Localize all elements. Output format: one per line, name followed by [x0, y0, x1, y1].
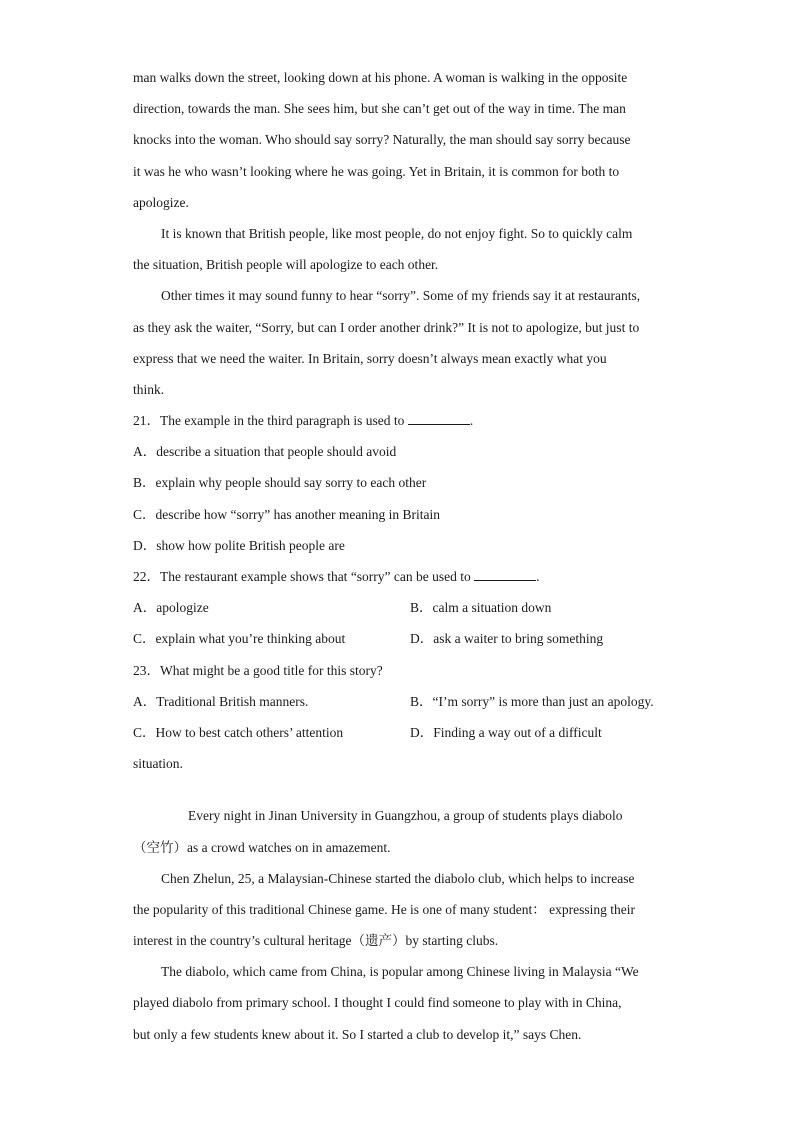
text-line: interest in the country’s cultural heritage（遗产）by starting clubs. [133, 933, 499, 949]
option-text: ask a waiter to bring something [433, 631, 604, 647]
option-letter: D． [133, 537, 157, 553]
text-line: think. [133, 381, 165, 397]
option-letter: C． [133, 631, 156, 647]
option-letter: A． [133, 600, 157, 616]
answer-blank [474, 566, 536, 581]
option-a[interactable] [133, 600, 209, 615]
option-text: How to best catch others’ attention [155, 724, 344, 740]
option-letter: B． [133, 475, 156, 491]
option-letter: D． [410, 631, 434, 647]
option-b[interactable] [410, 592, 551, 623]
document-page [133, 62, 673, 1050]
section-gap [133, 779, 673, 800]
option-letter: B． [410, 693, 433, 709]
question-stem [133, 655, 673, 686]
option-d[interactable] [410, 623, 603, 654]
option-d[interactable] [410, 717, 602, 748]
text-line: Chen Zhelun, 25, a Malaysian-Chinese started the diabolo club, which helps to increase [161, 870, 635, 886]
question-number: 21． [133, 413, 160, 429]
option-row [133, 686, 673, 717]
option-continuation: situation. [133, 756, 183, 772]
option-letter: A． [133, 444, 157, 460]
option-text: show how polite British people are [156, 537, 345, 553]
option-b[interactable] [133, 467, 673, 498]
text-line: direction, towards the man. She sees him, but she can’t get out of the way in time. The man [133, 101, 626, 117]
option-letter: C． [133, 724, 156, 740]
option-letter: A． [133, 693, 157, 709]
question-stem [133, 561, 673, 592]
text-line: apologize. [133, 194, 189, 210]
stem-end: . [469, 413, 474, 429]
question-22 [133, 561, 673, 655]
text-line: the popularity of this traditional Chinese game. He is one of many student： expressing their [133, 901, 636, 917]
option-row [133, 717, 673, 748]
option-text: describe how “sorry” has another meaning in Britain [155, 506, 441, 522]
option-text: Traditional British manners. [156, 693, 309, 709]
question-number: 22． [133, 569, 160, 584]
option-row [133, 623, 673, 654]
text-line: Every night in Jinan University in Guangzhou, a group of students plays diabolo [188, 808, 623, 824]
text-line: as they ask the waiter, “Sorry, but can I order another drink?” It is not to apologize, but just to [133, 319, 640, 335]
question-21 [133, 405, 673, 561]
text-line: It is known that British people, like most people, do not enjoy fight. So to quickly calm [161, 225, 633, 241]
passage-two [133, 800, 673, 1050]
option-text: explain why people should say sorry to each other [155, 475, 427, 491]
passage-one [133, 62, 673, 405]
option-row [133, 592, 673, 623]
question-text: The restaurant example shows that “sorry” can be used to [160, 569, 471, 584]
option-c[interactable] [133, 725, 343, 740]
option-letter: C． [133, 506, 156, 522]
option-text: Finding a way out of a difficult [433, 724, 602, 740]
option-b[interactable] [410, 686, 654, 717]
text-line: （空竹）as a crowd watches on in amazement. [133, 839, 391, 855]
question-text: The example in the third paragraph is used to [160, 413, 405, 429]
option-text: “I’m sorry” is more than just an apology. [432, 693, 654, 709]
option-c[interactable] [133, 631, 345, 646]
option-text: describe a situation that people should avoid [156, 444, 397, 460]
question-number: 23． [133, 662, 160, 678]
option-c[interactable] [133, 499, 673, 530]
text-line: The diabolo, which came from China, is popular among Chinese living in Malaysia “We [161, 964, 639, 980]
option-letter: B． [410, 600, 433, 616]
question-23 [133, 655, 673, 780]
option-a[interactable] [133, 694, 308, 709]
option-text: apologize [156, 600, 209, 616]
answer-blank [408, 410, 470, 425]
text-line: it was he who wasn’t looking where he was going. Yet in Britain, it is common for both to [133, 163, 620, 179]
text-line: knocks into the woman. Who should say sorry? Naturally, the man should say sorry because [133, 132, 631, 148]
text-line: express that we need the waiter. In Britain, sorry doesn’t always mean exactly what you [133, 350, 607, 366]
text-line: played diabolo from primary school. I thought I could find someone to play with in China, [133, 995, 622, 1011]
question-text: What might be a good title for this story? [160, 662, 383, 678]
text-line: man walks down the street, looking down at his phone. A woman is walking in the opposite [133, 70, 628, 85]
option-letter: D． [410, 724, 434, 740]
option-a[interactable] [133, 436, 673, 467]
question-stem [133, 405, 673, 436]
option-text: explain what you’re thinking about [155, 631, 346, 647]
text-line: but only a few students knew about it. So I started a club to develop it,” says Chen. [133, 1026, 582, 1042]
option-text: calm a situation down [432, 600, 552, 616]
text-line: the situation, British people will apologize to each other. [133, 257, 439, 273]
stem-end: . [536, 569, 540, 584]
option-d[interactable] [133, 530, 673, 561]
text-line: Other times it may sound funny to hear “sorry”. Some of my friends say it at restaurants, [161, 288, 641, 304]
